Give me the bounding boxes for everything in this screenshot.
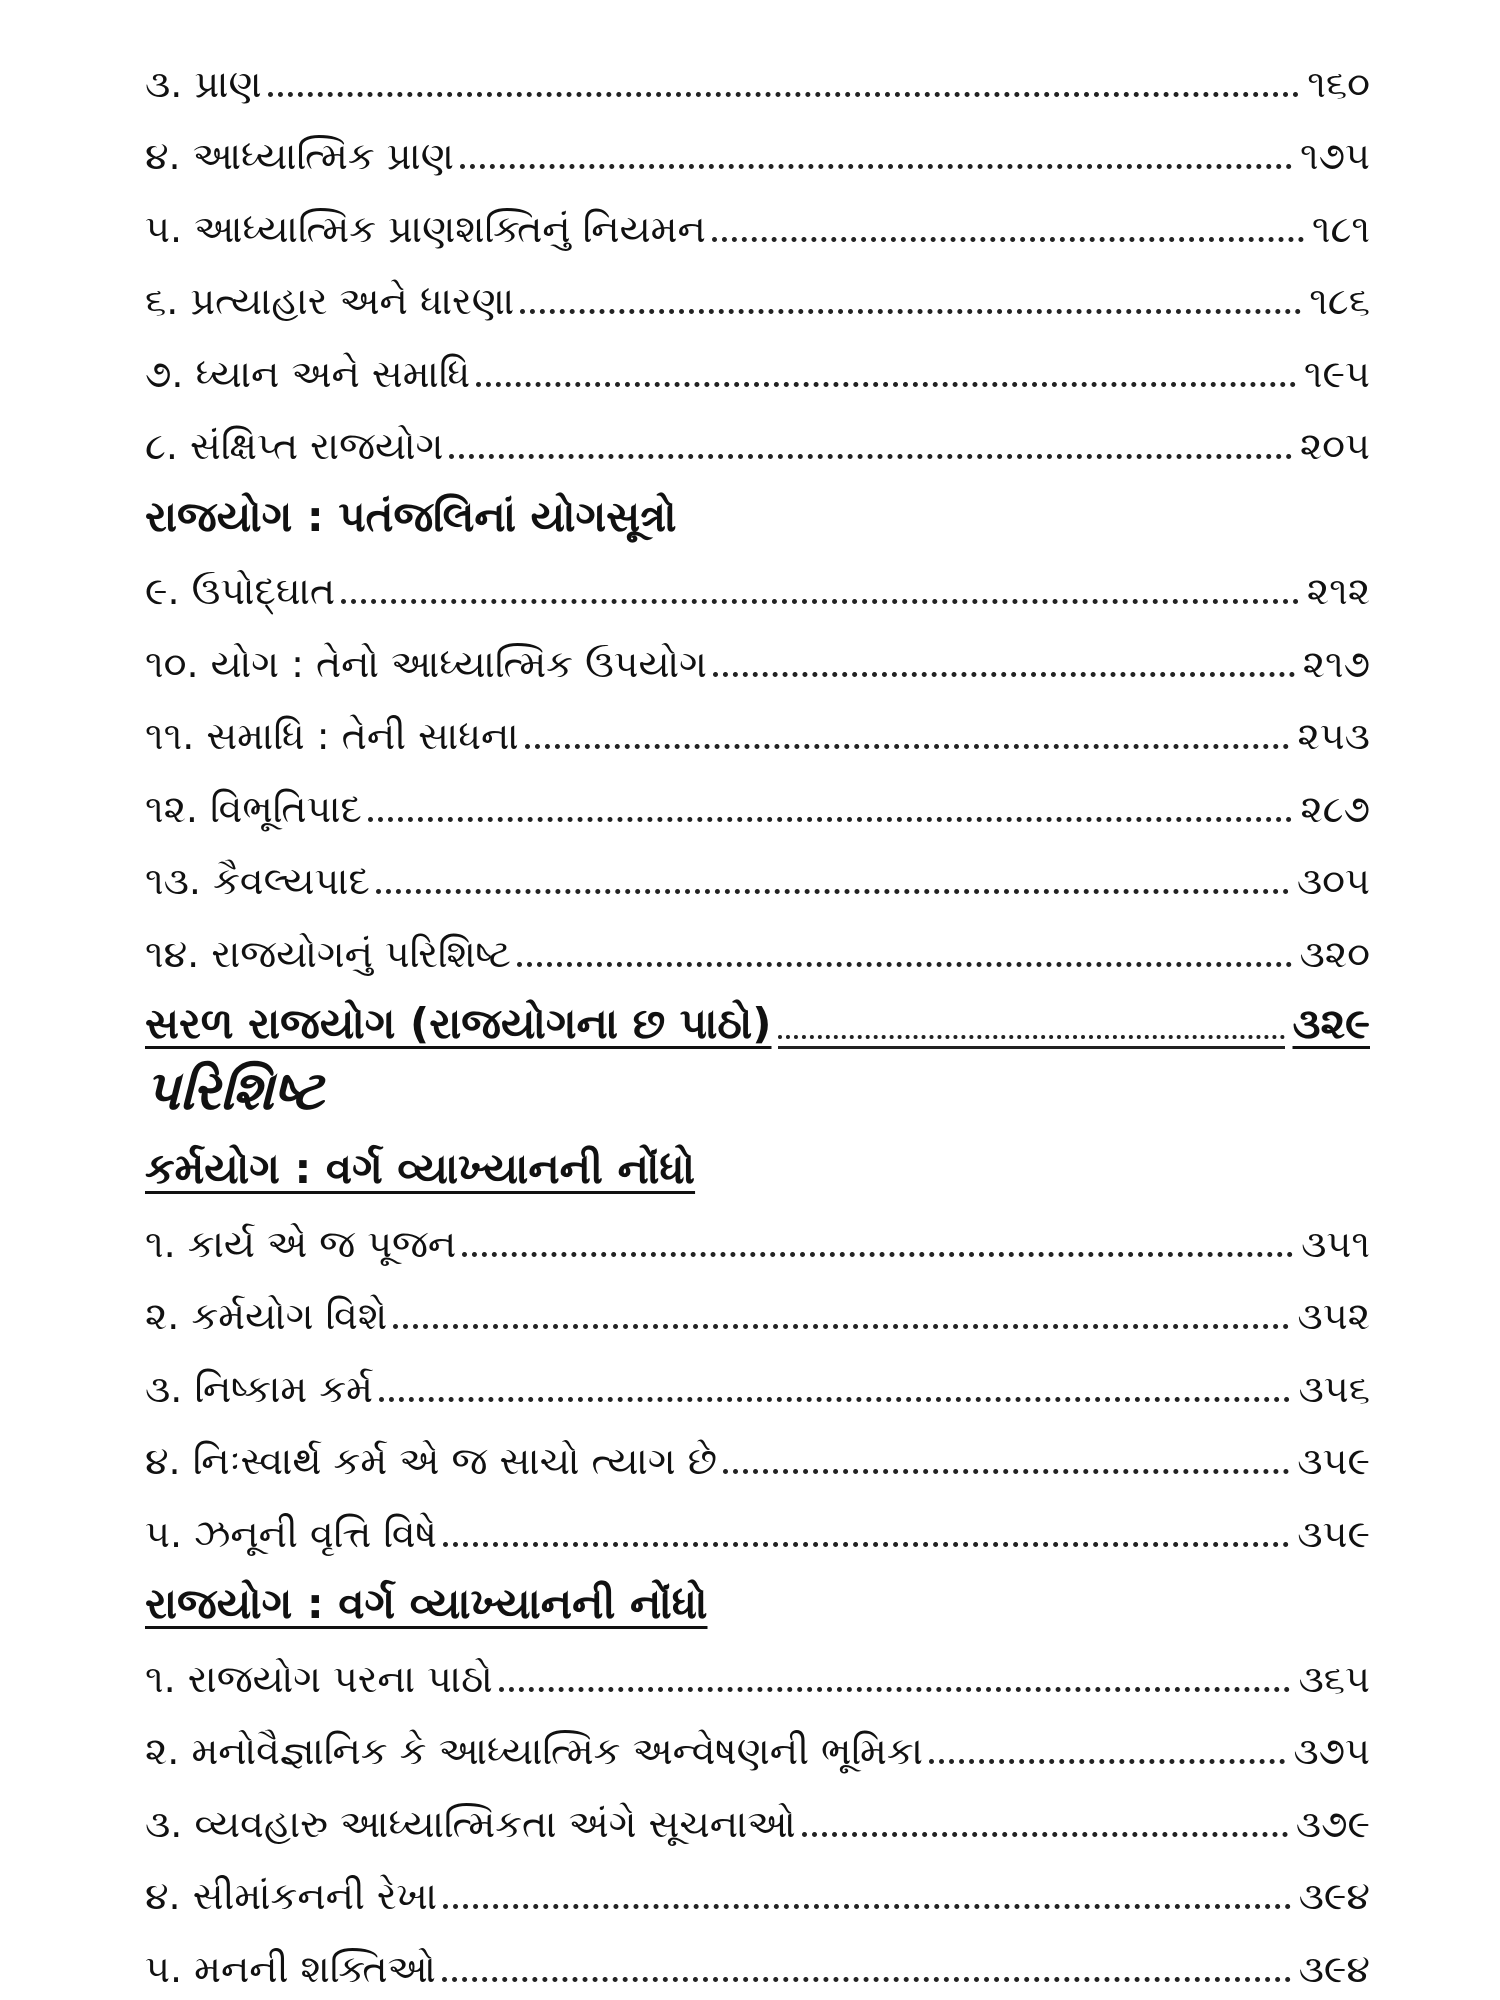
- toc-entry: [145, 763, 1370, 836]
- section-heading-title: રાજયોગ : વર્ગ વ્યાખ્યાનની નોંધો: [145, 1583, 714, 1633]
- toc-entry: [145, 836, 1370, 909]
- dot-leader: [929, 1759, 1285, 1764]
- toc-entry: [145, 618, 1370, 691]
- toc-entry-title: ૧૩. કૈવલ્યપાદ: [145, 862, 376, 908]
- dot-leader: [802, 1832, 1288, 1837]
- dot-leader: [723, 1469, 1289, 1474]
- toc-entry-page: ૨૧૭: [1295, 645, 1370, 691]
- dot-leader: [376, 889, 1289, 894]
- table-of-contents: [145, 38, 1370, 1996]
- toc-entry: [145, 691, 1370, 764]
- dot-leader: [525, 744, 1290, 749]
- dot-leader: [442, 1977, 1291, 1982]
- toc-entry-page: ૧૯૫: [1296, 355, 1370, 401]
- toc-entry: [145, 38, 1370, 111]
- toc-entry: [145, 981, 1370, 1054]
- toc-entry-title: ૧. કાર્ય એ જ પૂજન: [145, 1225, 462, 1271]
- toc-entry-page: ૨૮૭: [1292, 790, 1370, 836]
- dot-leader: [443, 1542, 1289, 1547]
- toc-entry-page: ૩૫૯: [1289, 1515, 1370, 1561]
- section-heading-title: પરિશિષ્ટ: [145, 1064, 330, 1126]
- dot-leader: [379, 1397, 1290, 1402]
- dot-leader: [713, 672, 1295, 677]
- toc-entry-title: ૧૪. રાજયોગનું પરિશિષ્ટ: [145, 935, 517, 981]
- toc-entry-title: ૫. આધ્યાત્મિક પ્રાણશક્તિનું નિયમન: [145, 210, 712, 256]
- toc-entry: [145, 256, 1370, 329]
- toc-entry-title: ૧૦. યોગ : તેનો આધ્યાત્મિક ઉપયોગ: [145, 645, 713, 691]
- toc-entry: [145, 328, 1370, 401]
- dot-leader: [341, 599, 1299, 604]
- toc-entry-title: ૫. મનની શક્તિઓ: [145, 1950, 442, 1996]
- dot-leader: [368, 817, 1293, 822]
- toc-entry-page: ૩૨૯: [1285, 1003, 1371, 1053]
- toc-entry-page: ૩૦૫: [1289, 862, 1370, 908]
- dot-leader: [517, 962, 1292, 967]
- section-heading: [145, 1561, 1370, 1634]
- toc-entry: [145, 908, 1370, 981]
- toc-entry-title: ૪. નિઃસ્વાર્થ કર્મ એ જ સાચો ત્યાગ છે: [145, 1442, 723, 1488]
- toc-entry-page: ૩૫૨: [1289, 1297, 1370, 1343]
- toc-entry-title: સરળ રાજયોગ (રાજયોગના છ પાઠો): [145, 1003, 778, 1053]
- toc-entry-title: ૨. મનોવૈજ્ઞાનિક કે આધ્યાત્મિક અન્વેષણની ભૂમિકા: [145, 1732, 929, 1778]
- dot-leader: [778, 1035, 1285, 1039]
- dot-leader: [460, 164, 1292, 169]
- toc-entry-title: ૨. કર્મયોગ વિશે: [145, 1297, 393, 1343]
- toc-entry: [145, 1778, 1370, 1851]
- toc-entry-title: ૫. ઝનૂની વૃત્તિ વિષે: [145, 1515, 443, 1561]
- toc-entry: [145, 111, 1370, 184]
- section-heading-title: રાજયોગ : પતંજલિનાં યોગસૂત્રો: [145, 496, 683, 546]
- dot-leader: [499, 1687, 1291, 1692]
- toc-entry-page: ૧૮૬: [1301, 282, 1370, 328]
- toc-entry-title: ૬. પ્રત્યાહાર અને ધારણા: [145, 282, 520, 328]
- toc-entry-title: ૩. વ્યવહારુ આધ્યાત્મિકતા અંગે સૂચનાઓ: [145, 1805, 802, 1851]
- toc-entry-title: ૩. નિષ્કામ કર્મ: [145, 1370, 379, 1416]
- toc-entry: [145, 1198, 1370, 1271]
- toc-entry-page: ૩૫૧: [1293, 1225, 1370, 1271]
- toc-entry-title: ૧. રાજયોગ પરના પાઠો: [145, 1660, 499, 1706]
- toc-entry-page: ૩૯૪: [1291, 1877, 1370, 1923]
- toc-entry-page: ૨૧૨: [1299, 572, 1370, 618]
- toc-entry-page: ૨૫૩: [1289, 717, 1370, 763]
- toc-entry-page: ૩૬૫: [1290, 1660, 1370, 1706]
- dot-leader: [712, 237, 1304, 242]
- toc-entry: [145, 183, 1370, 256]
- toc-entry: [145, 1851, 1370, 1924]
- section-heading: [145, 1053, 1370, 1126]
- toc-entry: [145, 1633, 1370, 1706]
- toc-entry: [145, 401, 1370, 474]
- toc-entry-page: ૧૬૦: [1299, 65, 1370, 111]
- toc-entry: [145, 1271, 1370, 1344]
- toc-entry-title: ૭. ધ્યાન અને સમાધિ: [145, 355, 476, 401]
- toc-entry-page: ૩૨૦: [1292, 935, 1371, 981]
- toc-entry-title: ૯. ઉપોદ્‌ઘાત: [145, 572, 341, 618]
- toc-entry-page: ૩૯૪: [1291, 1950, 1370, 1996]
- toc-entry-page: ૧૮૧: [1304, 210, 1370, 256]
- toc-entry-page: ૩૭૯: [1288, 1805, 1370, 1851]
- dot-leader: [462, 1252, 1293, 1257]
- toc-entry-title: ૮. સંક્ષિપ્ત રાજયોગ: [145, 427, 449, 473]
- dot-leader: [268, 92, 1300, 97]
- section-heading-title: કર્મયોગ : વર્ગ વ્યાખ્યાનની નોંધો: [145, 1148, 701, 1198]
- dot-leader: [393, 1324, 1289, 1329]
- dot-leader: [520, 309, 1301, 314]
- toc-entry: [145, 546, 1370, 619]
- dot-leader: [449, 454, 1291, 459]
- toc-entry-page: ૩૫૯: [1289, 1442, 1370, 1488]
- toc-entry: [145, 1343, 1370, 1416]
- toc-entry-page: ૨૦૫: [1292, 427, 1370, 473]
- toc-entry: [145, 1488, 1370, 1561]
- dot-leader: [476, 382, 1296, 387]
- toc-entry-title: ૪. સીમાંકનની રેખા: [145, 1877, 443, 1923]
- toc-entry-title: ૧૧. સમાધિ : તેની સાધના: [145, 717, 525, 763]
- section-heading: [145, 1126, 1370, 1199]
- section-heading: [145, 473, 1370, 546]
- toc-entry: [145, 1923, 1370, 1996]
- toc-entry-page: ૩૭૫: [1285, 1732, 1370, 1778]
- toc-entry-title: ૪. આધ્યાત્મિક પ્રાણ: [145, 137, 460, 183]
- toc-entry: [145, 1706, 1370, 1779]
- dot-leader: [443, 1904, 1291, 1909]
- toc-entry: [145, 1416, 1370, 1489]
- toc-entry-title: ૩. પ્રાણ: [145, 65, 268, 111]
- toc-entry-page: ૩૫૬: [1290, 1370, 1370, 1416]
- toc-entry-title: ૧૨. વિભૂતિપાદ: [145, 790, 368, 836]
- toc-entry-page: ૧૭૫: [1292, 137, 1370, 183]
